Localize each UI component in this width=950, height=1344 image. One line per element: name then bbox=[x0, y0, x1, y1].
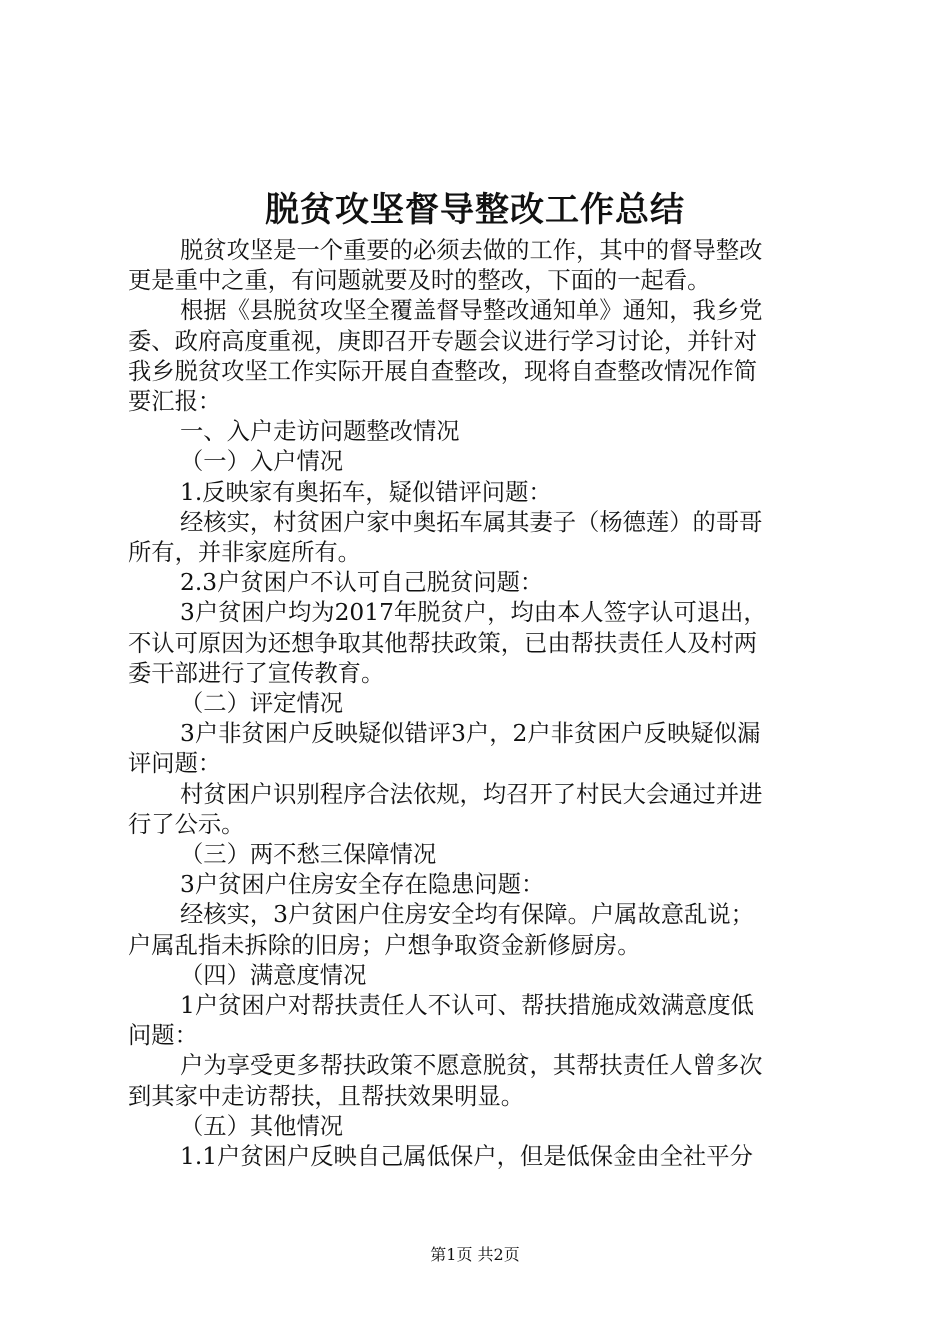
paragraph-line: 更是重中之重，有问题就要及时的整改，下面的一起看。 bbox=[128, 267, 711, 295]
paragraph-line: 1户贫困户对帮扶责任人不认可、帮扶措施成效满意度低 bbox=[180, 992, 754, 1020]
paragraph-line: 根据《县脱贫攻坚全覆盖督导整改通知单》通知，我乡党 bbox=[180, 297, 763, 325]
item-heading: 3户贫困户住房安全存在隐患问题： bbox=[180, 871, 545, 899]
paragraph-line: 户为享受更多帮扶政策不愿意脱贫，其帮扶责任人曾多次 bbox=[180, 1052, 763, 1080]
paragraph-line: 委、政府高度重视，庚即召开专题会议进行学习讨论，并针对 bbox=[128, 327, 758, 355]
page-footer: 第1页 共2页 bbox=[430, 1245, 520, 1264]
section-heading: 一、入户走访问题整改情况 bbox=[180, 418, 460, 446]
paragraph-line: 户属乱指未拆除的旧房；户想争取资金新修厨房。 bbox=[128, 931, 641, 959]
subsection-heading: （五）其他情况 bbox=[180, 1112, 344, 1140]
paragraph-line: 1.1户贫困户反映自己属低保户，但是低保金由全社平分 bbox=[180, 1143, 753, 1171]
paragraph-line: 我乡脱贫攻坚工作实际开展自查整改，现将自查整改情况作简 bbox=[128, 357, 758, 385]
paragraph-line: 到其家中走访帮扶，且帮扶效果明显。 bbox=[128, 1082, 525, 1110]
paragraph-line: 委干部进行了宣传教育。 bbox=[128, 659, 385, 687]
document-body bbox=[128, 236, 830, 1172]
paragraph-line: 脱贫攻坚是一个重要的必须去做的工作，其中的督导整改 bbox=[180, 237, 763, 264]
paragraph-line: 3户非贫困户反映疑似错评3户，2户非贫困户反映疑似漏 bbox=[180, 720, 761, 748]
item-heading: 2.3户贫困户不认可自己脱贫问题： bbox=[180, 569, 544, 597]
paragraph-line: 3户贫困户均为2017年脱贫户，均由本人签字认可退出， bbox=[180, 599, 767, 627]
paragraph-line: 经核实，3户贫困户住房安全均有保障。户属故意乱说； bbox=[180, 901, 754, 929]
paragraph-line: 不认可原因为还想争取其他帮扶政策，已由帮扶责任人及村两 bbox=[128, 629, 758, 657]
subsection-heading: （四）满意度情况 bbox=[180, 961, 367, 989]
paragraph-line: 问题： bbox=[128, 1022, 198, 1050]
paragraph-line: 要汇报： bbox=[128, 388, 222, 416]
paragraph-line: 评问题： bbox=[128, 750, 222, 778]
item-heading: 1.反映家有奥拓车，疑似错评问题： bbox=[180, 478, 552, 506]
paragraph-line: 村贫困户识别程序合法依规，均召开了村民大会通过并进 bbox=[180, 780, 763, 808]
subsection-heading: （一）入户情况 bbox=[180, 448, 344, 476]
document-title: 脱贫攻坚督导整改工作总结 bbox=[265, 190, 685, 230]
subsection-heading: （三）两不愁三保障情况 bbox=[180, 841, 437, 869]
paragraph-line: 经核实，村贫困户家中奥拓车属其妻子（杨德莲）的哥哥 bbox=[180, 508, 763, 536]
subsection-heading: （二）评定情况 bbox=[180, 690, 344, 718]
paragraph-line: 行了公示。 bbox=[128, 810, 245, 838]
paragraph-line: 所有，并非家庭所有。 bbox=[128, 539, 361, 567]
